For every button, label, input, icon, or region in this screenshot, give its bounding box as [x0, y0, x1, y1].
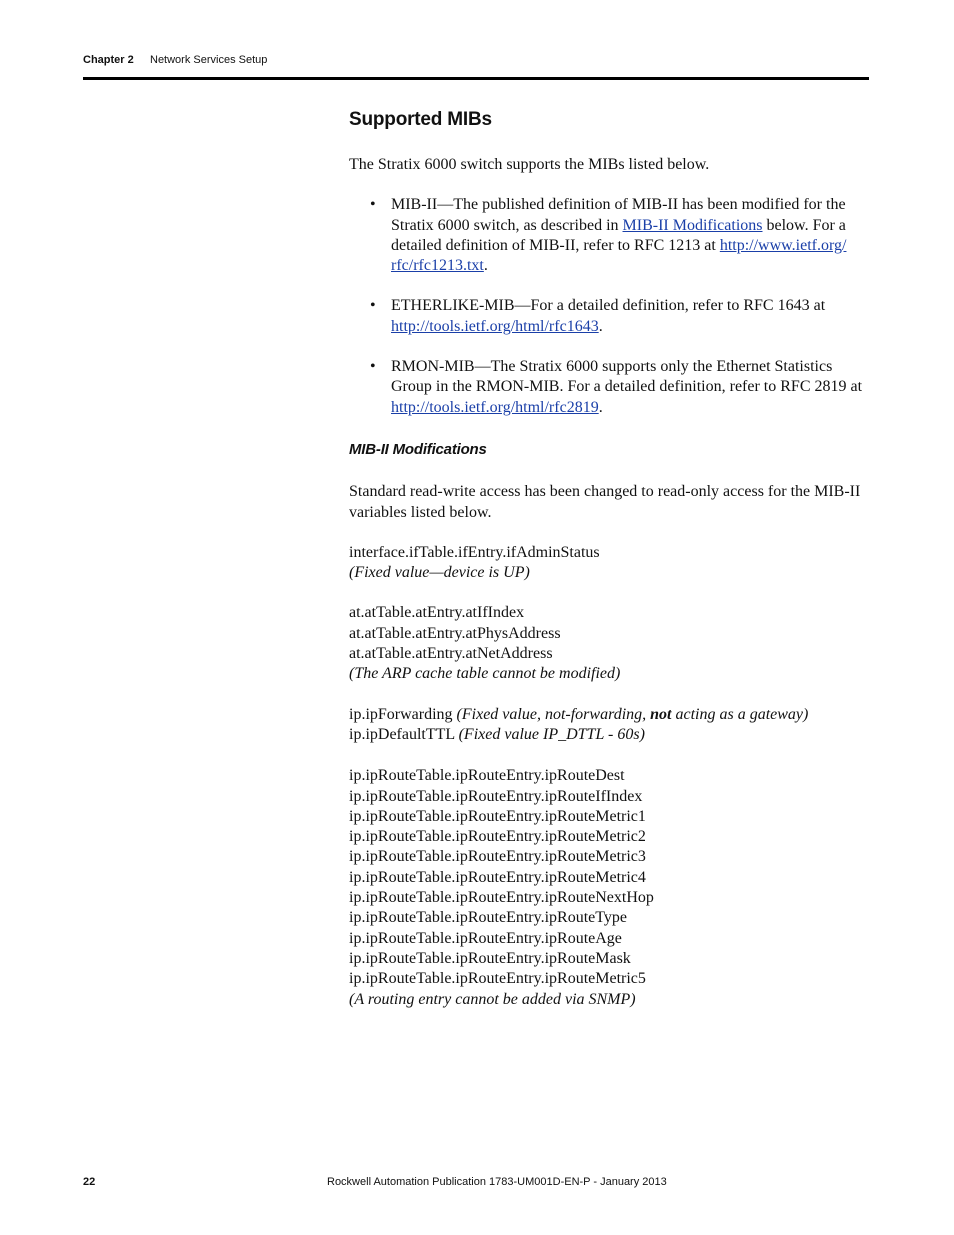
variable-note: (A routing entry cannot be added via SNMP) [349, 990, 636, 1008]
bullet-text: MIB-II—The published definition of MIB-II has been modified for the Stratix 6000 switch, as described in [391, 196, 846, 234]
note-emphasis: not [650, 705, 672, 723]
list-item-rmon-mib [349, 357, 869, 418]
variable-group-at [349, 603, 869, 684]
variable-line: interface.ifTable.ifEntry.ifAdminStatus [349, 543, 600, 561]
variable-group-iproute [349, 766, 869, 1010]
bullet-text: . [598, 398, 603, 416]
variable-line: at.atTable.atEntry.atNetAddress [349, 645, 553, 663]
variable-line: ip.ipRouteTable.ipRouteEntry.ipRouteMetric5 [349, 970, 646, 988]
variable-group-interface [349, 543, 869, 584]
variable-note: (The ARP cache table cannot be modified) [349, 665, 621, 683]
variable-line: ip.ipRouteTable.ipRouteEntry.ipRouteType [349, 909, 628, 927]
chapter-label: Chapter 2 [83, 54, 134, 66]
mib-ii-modifications-link[interactable]: MIB-II Modifications [622, 216, 763, 234]
page-number: 22 [83, 1176, 96, 1188]
page-title: Supported MIBs [349, 109, 492, 130]
variable-note [457, 706, 809, 723]
rfc1213-link-part2: rfc/rfc1213.txt [391, 257, 484, 275]
rfc1643-link[interactable]: http://tools.ietf.org/html/rfc1643 [391, 317, 599, 335]
bullet-text: below. For a detailed definition of MIB-II, refer to RFC 1213 at [391, 216, 846, 254]
section-title: Network Services Setup [150, 54, 268, 66]
bullet-text: ETHERLIKE-MIB—For a detailed definition, refer to RFC 1643 at [391, 297, 826, 315]
variable-line: at.atTable.atEntry.atIfIndex [349, 604, 525, 622]
note-part: (Fixed value, not-forwarding, [456, 705, 651, 723]
variable-line-ipdefaultttl [349, 725, 869, 745]
variable-line: ip.ipRouteTable.ipRouteEntry.ipRouteMetric2 [349, 828, 646, 846]
variable-name: ip.ipForwarding [349, 705, 453, 723]
variable-line: ip.ipRouteTable.ipRouteEntry.ipRouteMetric1 [349, 807, 646, 825]
publication-info: Rockwell Automation Publication 1783-UM001D-EN-P - January 2013 [327, 1176, 667, 1188]
variable-note: (Fixed value—device is UP) [349, 564, 530, 582]
variable-line: ip.ipRouteTable.ipRouteEntry.ipRouteNextHop [349, 889, 654, 907]
variable-line: at.atTable.atEntry.atPhysAddress [349, 624, 561, 642]
mib-list [349, 195, 869, 418]
rfc2819-link[interactable]: http://tools.ietf.org/html/rfc2819 [391, 398, 599, 416]
list-item-mib-ii [349, 195, 869, 276]
variable-line: ip.ipRouteTable.ipRouteEntry.ipRouteDest [349, 767, 625, 785]
bullet-text: . [598, 317, 603, 335]
note-part: acting as a gateway) [671, 705, 809, 723]
subheading-mib-ii-modifications: MIB-II Modifications [349, 440, 487, 458]
variable-line: ip.ipRouteTable.ipRouteEntry.ipRouteAge [349, 929, 622, 947]
variable-line: ip.ipRouteTable.ipRouteEntry.ipRouteMetric4 [349, 868, 646, 886]
main-content [349, 106, 869, 1010]
bullet-text: . [483, 257, 488, 275]
variable-note: (Fixed value IP_DTTL - 60s) [458, 725, 645, 743]
variable-line: ip.ipRouteTable.ipRouteEntry.ipRouteMetric3 [349, 848, 646, 866]
variable-line-ipforwarding [349, 705, 869, 725]
variable-line: ip.ipRouteTable.ipRouteEntry.ipRouteMask [349, 949, 631, 967]
page-header [83, 53, 869, 80]
list-item-etherlike-mib [349, 296, 869, 337]
bullet-text: RMON-MIB—The Stratix 6000 supports only the Ethernet Statistics Group in the RMON-MIB. For a detailed definition, refer to RFC 2819 at [391, 358, 863, 396]
variable-name: ip.ipDefaultTTL [349, 725, 455, 743]
intro-paragraph: The Stratix 6000 switch supports the MIBs listed below. [349, 156, 710, 173]
variable-group-ip [349, 705, 869, 746]
body-paragraph: Standard read-write access has been changed to read-only access for the MIB-II variables listed below. [349, 483, 861, 521]
rfc1213-link-part1: http://www.ietf.org/ [719, 236, 847, 254]
variable-line: ip.ipRouteTable.ipRouteEntry.ipRouteIfIndex [349, 787, 643, 805]
